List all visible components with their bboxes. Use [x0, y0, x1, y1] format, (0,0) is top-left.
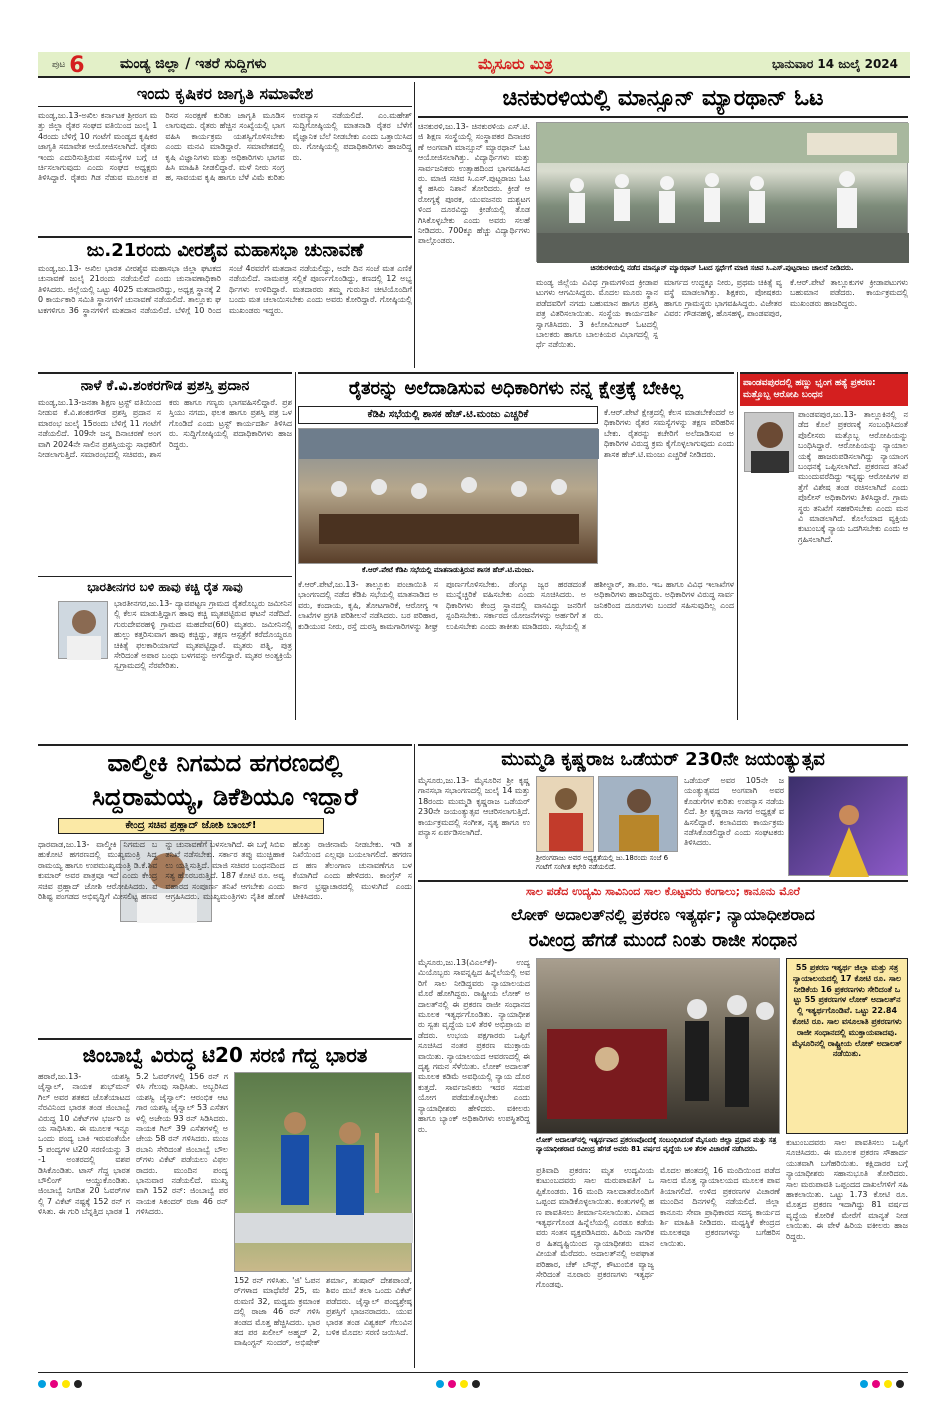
headline-valmiki-2: ಸಿದ್ದರಾಮಯ್ಯ, ಡಿಕೆಶಿಯೂ ಇದ್ದಾರೆ: [92, 783, 358, 811]
headline-wodeyar: ಮುಮ್ಮಡಿ ಕೃಷ್ಣರಾಜ ಒಡೆಯರ್ 230ನೇ ಜಯಂತ್ಯುತ್ಸವ: [501, 749, 825, 770]
body-lokadalat-col1: ಮೈಸೂರು,ಜು.13(ವಿಎಲ್‌ಕೆ)- ಉದ್ಯಮಿಯೊಬ್ಬರು ಸಾವನ್ನಪ್ಪಿದ ಹಿನ್ನೆಲೆಯಲ್ಲಿ ಅವರಿಗೆ ಸಾಲ ನೀಡಿದ್ದವರು ನ್ಯಾಯಾಲಯದ ಮೊರೆ ಹೋಗಿದ್ದರು. ರಾಷ್ಟ್ರೀಯ ಲೋಕ್ ಅದಾಲತ್‌ನಲ್ಲಿ ಈ ಪ್ರಕರಣ ರಾಜೀ ಸಂಧಾನದ ಮೂಲಕ ಇತ್ಯರ್ಥಗೊಂಡಿತು. ನ್ಯಾಯಾಧೀಶರು ಸ್ವತಃ ವೃದ್ಧೆಯ ಬಳಿ ತೆರಳಿ ಅಭಿಪ್ರಾಯ ಪಡೆದರು. ಉಭಯ ಪಕ್ಷಗಾರರು ಒಪ್ಪಿಗೆ ಸೂಚಿಸಿದ ನಂತರ ಪ್ರಕರಣ ಮುಕ್ತಾಯವಾಯಿತು. ನ್ಯಾಯಾಲಯದ ಆವರಣದಲ್ಲಿ ಈ ದೃಶ್ಯ ಗಮನ ಸೆಳೆಯಿತು. ಲೋಕ್ ಅದಾಲತ್ ಮೂಲಕ ಕಡಿಮೆ ಅವಧಿಯಲ್ಲಿ ನ್ಯಾಯ ದೊರಕುತ್ತದೆ. ಸಾರ್ವಜನಿಕರು ಇದರ ಸದುಪಯೋಗ ಪಡೆದುಕೊಳ್ಳಬೇಕು ಎಂದು ನ್ಯಾಯಾಧೀಶರು ಹೇಳಿದರು. ವಕೀಲರು ಹಾಗೂ ಬ್ಯಾಂಕ್ ಅಧಿಕಾರಿಗಳು ಉಪಸ್ಥಿತರಿದ್ದರು.: [418, 958, 530, 1134]
headline-snakebite: ಭಾರತೀನಗರ ಬಳಿ ಹಾವು ಕಚ್ಚಿ ರೈತ ಸಾವು: [87, 580, 243, 594]
body-raitharu-right: ಕೆ.ಆರ್.ಪೇಟೆ ಕ್ಷೇತ್ರದಲ್ಲಿ ಕೆಲಸ ಮಾಡಬೇಕೆಂದರೆ ಅಧಿಕಾರಿಗಳು ರೈತರ ಸಮಸ್ಯೆಗಳನ್ನು ತಕ್ಷಣ ಪರಿಹರಿಸಬೇಕು. ರೈತರನ್ನು ಕಚೇರಿಗೆ ಅಲೆದಾಡಿಸುವ ಅಧಿಕಾರಿಗಳ ವಿರುದ್ಧ ಕ್ರಮ ಕೈಗೊಳ್ಳಲಾಗುವುದು ಎಂದು ಶಾಸಕ ಹೆಚ್.ಟಿ.ಮಂಜು ಎಚ್ಚರಿಕೆ ನೀಡಿದರು.: [604, 408, 734, 459]
registration-marks-right: [860, 1380, 904, 1388]
article-krishi: [38, 82, 412, 232]
subhead-raitharu-text: ಕೆಡಿಪಿ ಸಭೆಯಲ್ಲಿ ಶಾಸಕ ಹೆಚ್.ಟಿ.ಮಂಜು ಎಚ್ಚರಿಕೆ: [367, 409, 529, 420]
caption-lokadalat: ಲೋಕ್ ಅದಾಲತ್‌ನಲ್ಲಿ ಇತ್ಯರ್ಥವಾದ ಪ್ರಕರಣವೊಂದಕ್ಕೆ ಸಂಬಂಧಿಸಿದಂತೆ ಮೈಸೂರು ಜಿಲ್ಲಾ ಪ್ರಧಾನ ಮತ್ತು ಸತ್ರ ನ್ಯಾಯಾಧೀಶರಾದ ರವೀಂದ್ರ ಹೆಗಡೆ ಅವರು 81 ವರ್ಷದ ವೃದ್ಧೆಯ ಬಳಿ ತೆರಳಿ ವಿಚಾರಣೆ ನಡೆಸಿದರು.: [536, 1136, 777, 1153]
article-valmiki: [38, 744, 412, 1034]
column-rule: [414, 82, 415, 368]
runners-illustration: [537, 123, 909, 263]
page-label: ಪುಟ: [52, 60, 66, 70]
headline-lokadalat-2: ರವೀಂದ್ರ ಹೆಗಡೆ ಮುಂದೆ ನಿಂತು ರಾಜೀ ಸಂಧಾನ: [528, 930, 798, 951]
body-lokadalat-col3: ಮೊದಲ ಹಂತದಲ್ಲಿ 16 ಮಂದಿಯಿಂದ ಪಡೆದ ಸಾಲದ ಮೊತ್ತ ನ್ಯಾಯಾಲಯದ ಮೂಲಕ ಪಾವತಿಯಾಗಲಿದೆ. ಉಳಿದ ಪ್ರಕರಣಗಳ ವಿಚಾರಣೆ ಮುಂದಿನ ದಿನಗಳಲ್ಲಿ ನಡೆಯಲಿದೆ. ಜಿಲ್ಲಾ ಕಾನೂನು ಸೇವಾ ಪ್ರಾಧಿಕಾರದ ಸದಸ್ಯ ಕಾರ್ಯದರ್ಶಿ ಮಾಹಿತಿ ನೀಡಿದರು. ಮಧ್ಯಸ್ಥಿಕೆ ಕೇಂದ್ರದ ಮೂಲಕವೂ ಪ್ರಕರಣಗಳನ್ನು ಬಗೆಹರಿಸಲಾಯಿತು.: [660, 1166, 780, 1248]
body-cricket-col2: 152 ರನ್ ಗಳಿಸಿತು. 'ಜಿ' ಓಪನರ್‌ಗಳಾದ ಮಾಧೆವೆರೆ 25, ಮರುಮಣಿ 32, ಮಧ್ಯಮ ಕ್ರಮಾಂಕದಲ್ಲಿ ರಾಜಾ 46 ರನ್ ಗಳಿಸಿ ತಂಡದ ಮೊತ್ತ ಹೆಚ್ಚಿಸಿದರು. ಭಾರತದ ಪರ ಖಲೀಲ್ ಅಹ್ಮದ್ 2, ವಾಷಿಂಗ್ಟನ್ ಸುಂದರ್, ಅಭಿಷೇಕ್ ಶರ್ಮಾ, ತುಷಾರ್ ದೇಶಪಾಂಡೆ, ಶಿವಂ ದುಬೆ ತಲಾ ಒಂದು ವಿಕೆಟ್ ಪಡೆದರು. ಜೈಸ್ವಾಲ್ ಪಂದ್ಯಶ್ರೇಷ್ಠ ಪ್ರಶಸ್ತಿಗೆ ಭಾಜನರಾದರು. ಯುವ ಭಾರತ ತಂಡ ವಿಶ್ವಕಪ್ ಗೆಲುವಿನ ಬಳಿಕ ಮೊದಲ ಸರಣಿ ಜಯಿಸಿದೆ.: [234, 1276, 412, 1348]
column-rule: [737, 372, 738, 720]
subhead-valmiki-text: ಕೇಂದ್ರ ಸಚಿವ ಪ್ರಹ್ಲಾದ್ ಜೋಶಿ ಬಾಂಬ್!: [125, 820, 257, 831]
page-number: 6: [69, 52, 85, 78]
headline-krishi: ಇಂದು ಕೃಷಿಕರ ಜಾಗೃತಿ ಸಮಾವೇಶ: [38, 82, 412, 107]
kicker-lokadalat: ಸಾಲ ಪಡೆದ ಉದ್ಯಮಿ ಸಾವಿನಿಂದ ಸಾಲ ಕೊಟ್ಟವರು ಕಂಗಾಲು; ಕಾನೂನು ಮೊರೆ: [526, 885, 800, 898]
body-veerashaiva: ಮಂಡ್ಯ,ಜು.13- ಅಖಿಲ ಭಾರತ ವೀರಶೈವ ಮಹಾಸಭಾ ಜಿಲ್ಲಾ ಘಟಕದ ಚುನಾವಣೆ ಜುಲೈ 21ರಂದು ನಡೆಯಲಿದೆ ಎಂದು ಚುನಾವಣಾಧಿಕಾರಿ ತಿಳಿಸಿದರು. ಜಿಲ್ಲೆಯಲ್ಲಿ ಒಟ್ಟು 4025 ಮತದಾರರಿದ್ದು, ಅಧ್ಯಕ್ಷ ಸ್ಥಾನಕ್ಕೆ 20 ಕಾರ್ಯಕಾರಿ ಸಮಿತಿ ಸ್ಥಾನಗಳಿಗೆ ಚುನಾವಣೆ ನಡೆಯಲಿದೆ. ತಾಲ್ಲೂಕು ಘಟಕಗಳಿಗೂ 36 ಸ್ಥಾನಗಳಿಗೆ ಮತದಾನ ನಡೆಯಲಿದೆ. ಬೆಳಿಗ್ಗೆ 10 ರಿಂದ ಸಂಜೆ 4ರವರೆಗೆ ಮತದಾನ ನಡೆಯಲಿದ್ದು, ಅದೇ ದಿನ ಸಂಜೆ ಮತ ಎಣಿಕೆ ನಡೆಯಲಿದೆ. ನಾಮಪತ್ರ ಸಲ್ಲಿಕೆ ಪೂರ್ಣಗೊಂಡಿದ್ದು, ಕಣದಲ್ಲಿ 12 ಅಭ್ಯರ್ಥಿಗಳು ಉಳಿದಿದ್ದಾರೆ. ಮತದಾರರು ತಮ್ಮ ಗುರುತಿನ ಚೀಟಿಯೊಂದಿಗೆ ಬಂದು ಮತ ಚಲಾಯಿಸಬೇಕು ಎಂದು ಅವರು ಕೋರಿದ್ದಾರೆ. ಗೋಷ್ಠಿಯಲ್ಲಿ ಮುಖಂಡರು ಇದ್ದರು.: [38, 264, 412, 315]
photo-accused: [744, 412, 794, 472]
photo-cricket: [234, 1072, 412, 1272]
photo-wodeyar-painting: [598, 776, 678, 852]
headline-veerashaiva: ಜು.21ರಂದು ವೀರಶೈವ ಮಹಾಸಭಾ ಚುನಾವಣೆ: [86, 240, 364, 261]
paper-logo: ಮೈಸೂರು ಮಿತ್ರ: [478, 55, 553, 73]
article-pandavapura: [740, 372, 908, 720]
infobox-lokadalat: [786, 958, 908, 1134]
photo-wodeyar-portrait: [536, 776, 594, 852]
headline-lokadalat-1: ಲೋಕ್ ಅದಾಲತ್‌ನಲ್ಲಿ ಪ್ರಕರಣ ಇತ್ಯರ್ಥ; ನ್ಯಾಯಾಧೀಶರಾದ: [511, 905, 815, 924]
article-wodeyar: [418, 744, 908, 876]
photo-farmer: [58, 601, 108, 659]
body-raitharu-lower: ಕೆ.ಆರ್.ಪೇಟೆ,ಜು.13- ತಾಲ್ಲೂಕು ಪಂಚಾಯಿತಿ ಸಭಾಂಗಣದಲ್ಲಿ ನಡೆದ ಕೆಡಿಪಿ ಸಭೆಯಲ್ಲಿ ಮಾತನಾಡಿದ ಅವರು, ಕಂದಾಯ, ಕೃಷಿ, ತೋಟಗಾರಿಕೆ, ಆರೋಗ್ಯ ಇಲಾಖೆಗಳ ಪ್ರಗತಿ ಪರಿಶೀಲನೆ ನಡೆಸಿದರು. ಬರ ಪರಿಹಾರ, ಕುಡಿಯುವ ನೀರು, ರಸ್ತೆ ದುರಸ್ತಿ ಕಾಮಗಾರಿಗಳನ್ನು ಶೀಘ್ರ ಪೂರ್ಣಗೊಳಿಸಬೇಕು. ಡೆಂಗ್ಯೂ ಜ್ವರ ಹರಡದಂತೆ ಮುನ್ನೆಚ್ಚರಿಕೆ ವಹಿಸಬೇಕು ಎಂದು ಸೂಚಿಸಿದರು. ಅಧಿಕಾರಿಗಳು ಕೇಂದ್ರ ಸ್ಥಾನದಲ್ಲಿ ವಾಸವಿದ್ದು ಜನರಿಗೆ ಸ್ಪಂದಿಸಬೇಕು. ಸರ್ಕಾರದ ಯೋಜನೆಗಳನ್ನು ಅರ್ಹರಿಗೆ ತಲುಪಿಸಬೇಕು ಎಂದು ತಾಕೀತು ಮಾಡಿದರು. ಸಭೆಯಲ್ಲಿ ತಹಶೀಲ್ದಾರ್, ತಾ.ಪಂ. ಇಒ ಹಾಗೂ ವಿವಿಧ ಇಲಾಖೆಗಳ ಅಧಿಕಾರಿಗಳು ಹಾಜರಿದ್ದರು. ಅಧಿಕಾರಿಗಳ ವಿರುದ್ಧ ಸಾರ್ವಜನಿಕರಿಂದ ದೂರುಗಳು ಬಂದರೆ ಸಹಿಸುವುದಿಲ್ಲ ಎಂದರು.: [298, 580, 734, 631]
body-lokadalat-col4: ಕುಟುಂಬದವರು ಸಾಲ ಪಾವತಿಸಲು ಒಪ್ಪಿಗೆ ಸೂಚಿಸಿದರು. ಈ ಮೂಲಕ ಪ್ರಕರಣ ಸೌಹಾರ್ದಯುತವಾಗಿ ಬಗೆಹರಿಯಿತು. ಕಕ್ಷಿದಾರರ ಬಗ್ಗೆ ನ್ಯಾಯಾಧೀಶರು ಸಹಾನುಭೂತಿ ತೋರಿದರು. ಸಾಲ ಮರುಪಾವತಿ ಒಪ್ಪಂದದ ದಾಖಲೆಗಳಿಗೆ ಸಹಿ ಹಾಕಲಾಯಿತು. ಒಟ್ಟು 1.73 ಕೋಟಿ ರೂ. ಮೊತ್ತದ ಪ್ರಕರಣ ಇದಾಗಿದ್ದು 81 ವರ್ಷದ ವೃದ್ಧೆಯ ಕೋರಿಕೆ ಮೇರೆಗೆ ಮಾನ್ಯತೆ ನೀಡಲಾಯಿತು. ಈ ವೇಳೆ ಹಿರಿಯ ವಕೀಲರು ಹಾಜರಿದ್ದರು.: [786, 1138, 908, 1241]
article-marathon: [418, 82, 908, 350]
body-pandavapura: ಪಾಂಡವಪುರ,ಜು.13- ತಾಲ್ಲೂಕಿನಲ್ಲಿ ನಡೆದ ಕೊಲೆ ಪ್ರಕರಣಕ್ಕೆ ಸಂಬಂಧಿಸಿದಂತೆ ಪೊಲೀಸರು ಮತ್ತೊಬ್ಬ ಆರೋಪಿಯನ್ನು ಬಂಧಿಸಿದ್ದಾರೆ. ಆರೋಪಿಯನ್ನು ನ್ಯಾಯಾಲಯಕ್ಕೆ ಹಾಜರುಪಡಿಸಲಾಗಿದ್ದು ನ್ಯಾಯಾಂಗ ಬಂಧನಕ್ಕೆ ಒಪ್ಪಿಸಲಾಗಿದೆ. ಪ್ರಕರಣದ ತನಿಖೆ ಮುಂದುವರೆದಿದ್ದು ಇನ್ನಷ್ಟು ಆರೋಪಿಗಳ ಪತ್ತೆಗೆ ವಿಶೇಷ ತಂಡ ರಚಿಸಲಾಗಿದೆ ಎಂದು ಪೊಲೀಸ್ ಅಧಿಕಾರಿಗಳು ತಿಳಿಸಿದ್ದಾರೆ. ಗ್ರಾಮಸ್ಥರು ತನಿಖೆಗೆ ಸಹಕರಿಸಬೇಕು ಎಂದು ಮನವಿ ಮಾಡಲಾಗಿದೆ. ಕೊಲೆಯಾದ ವ್ಯಕ್ತಿಯ ಕುಟುಂಬಕ್ಕೆ ನ್ಯಾಯ ಒದಗಿಸಬೇಕು ಎಂದು ಆಗ್ರಹಿಸಲಾಗಿದೆ.: [798, 410, 908, 544]
photo-dancer: [788, 776, 908, 876]
body-marathon-col1: ಚಿನಕುರಳಿ,ಜು.13- ಚಿನಕುರಳಿಯ ಎಸ್.ಟಿ.ಜಿ ಶಿಕ್ಷಣ ಸಂಸ್ಥೆಯಲ್ಲಿ ಸಂಸ್ಥಾಪಕರ ದಿನಾಚರಣೆ ಅಂಗವಾಗಿ ಮಾನ್ಸೂನ್ ಮ್ಯಾರಥಾನ್ ಓಟ ಆಯೋಜಿಸಲಾಗಿತ್ತು. ವಿದ್ಯಾರ್ಥಿಗಳು ಮತ್ತು ಸಾರ್ವಜನಿಕರು ಉತ್ಸಾಹದಿಂದ ಭಾಗವಹಿಸಿದರು. ಮಾಜಿ ಸಚಿವ ಸಿ.ಎಸ್.ಪುಟ್ಟರಾಜು ಓಟಕ್ಕೆ ಹಸಿರು ನಿಶಾನೆ ತೋರಿದರು. ಕ್ರೀಡೆ ಆರೋಗ್ಯಕ್ಕೆ ಪೂರಕ, ಯುವಜನರು ದುಶ್ಚಟಗಳಿಂದ ದೂರವಿದ್ದು ಕ್ರೀಡೆಯಲ್ಲಿ ತೊಡಗಿಸಿಕೊಳ್ಳಬೇಕು ಎಂದು ಅವರು ಸಲಹೆ ನೀಡಿದರು. 700ಕ್ಕೂ ಹೆಚ್ಚು ವಿದ್ಯಾರ್ಥಿಗಳು ಪಾಲ್ಗೊಂಡರು.: [418, 122, 530, 246]
article-shankaregowda: [38, 372, 292, 572]
body-wodeyar-left: ಮೈಸೂರು,ಜು.13- ಮೈಸೂರಿನ ಶ್ರೀ ಕೃಷ್ಣ ಗಾನಸಭಾ ಸಭಾಂಗಣದಲ್ಲಿ ಜುಲೈ 14 ಮತ್ತು 18ರಂದು ಮುಮ್ಮಡಿ ಕೃಷ್ಣರಾಜ ಒಡೆಯರ್ 230ನೇ ಜಯಂತ್ಯುತ್ಸವ ಆಚರಿಸಲಾಗುತ್ತಿದೆ. ಕಾರ್ಯಕ್ರಮದಲ್ಲಿ ಸಂಗೀತ, ನೃತ್ಯ ಹಾಗೂ ಉಪನ್ಯಾಸ ಏರ್ಪಡಿಸಲಾಗಿದೆ.: [418, 776, 530, 838]
article-snakebite: [38, 576, 292, 720]
section-title: ಮಂಡ್ಯ ಜಿಲ್ಲಾ / ಇತರೆ ಸುದ್ದಿಗಳು: [120, 56, 267, 72]
column-rule: [295, 372, 296, 720]
subhead-raitharu: [298, 406, 598, 424]
headline-marathon: ಚಿನಕುರಳಿಯಲ್ಲಿ ಮಾನ್ಸೂನ್ ಮ್ಯಾರಥಾನ್ ಓಟ: [418, 82, 908, 118]
registration-marks-left: [38, 1380, 82, 1388]
caption-wodeyar: ಶ್ರೀರಂಗರಾಜು ಅವರ ಅಧ್ಯಕ್ಷತೆಯಲ್ಲಿ ಜು.18ರಂದು ಸಂಜೆ 6 ಗಂಟೆಗೆ ಸಂಗೀತ ಕಛೇರಿ ನಡೆಯಲಿದೆ.: [536, 854, 669, 871]
headline-pandavapura: ಪಾಂಡವಪುರದಲ್ಲಿ ಹಣ್ಣು ಭೃಂಗ ಹತ್ಯೆ ಪ್ರಕರಣ: ಮತ್ತೊಬ್ಬ ಆರೋಪಿ ಬಂಧನ: [740, 374, 908, 406]
caption-raitharu: ಕೆ.ಆರ್.ಪೇಟೆ ಕೆಡಿಪಿ ಸಭೆಯಲ್ಲಿ ಮಾತನಾಡುತ್ತಿರುವ ಶಾಸಕ ಹೆಚ್.ಟಿ.ಮಂಜು.: [361, 566, 535, 574]
article-veerashaiva: [38, 236, 412, 368]
page-bottom-rule: [38, 1372, 908, 1373]
body-marathon-col2: ಮಂಡ್ಯ ಜಿಲ್ಲೆಯ ವಿವಿಧ ಗ್ರಾಮಗಳಿಂದ ಕ್ರೀಡಾಪಟುಗಳು ಆಗಮಿಸಿದ್ದರು. ಮೊದಲ ಮೂರು ಸ್ಥಾನ ಪಡೆದವರಿಗೆ ನಗದು ಬಹುಮಾನ ಹಾಗೂ ಪ್ರಶಸ್ತಿ ಪತ್ರ ವಿತರಿಸಲಾಯಿತು. ಸಂಸ್ಥೆಯ ಕಾರ್ಯದರ್ಶಿ ಸ್ವಾಗತಿಸಿದರು. 3 ಕಿಲೋಮೀಟರ್ ಓಟದಲ್ಲಿ ಬಾಲಕರು ಹಾಗೂ ಬಾಲಕಿಯರ ವಿಭಾಗದಲ್ಲಿ ಸ್ಪರ್ಧೆ ನಡೆಯಿತು.: [536, 278, 658, 350]
registration-marks-center: [436, 1380, 480, 1388]
body-valmiki: ಧಾರವಾಡ,ಜು.13- ವಾಲ್ಮೀಕಿ ನಿಗಮದ ಬಹುಕೋಟಿ ಹಗರಣದಲ್ಲಿ ಮುಖ್ಯಮಂತ್ರಿ ಸಿದ್ದರಾಮಯ್ಯ ಹಾಗೂ ಉಪಮುಖ್ಯಮಂತ್ರಿ ಡಿ.ಕೆ.ಶಿವಕುಮಾರ್ ಅವರ ಪಾತ್ರವೂ ಇದೆ ಎಂದು ಕೇಂದ್ರ ಸಚಿವ ಪ್ರಹ್ಲಾದ್ ಜೋಶಿ ಆರೋಪಿಸಿದರು. ಪರಿಶಿಷ್ಟ ಪಂಗಡದ ಅಭಿವೃದ್ಧಿಗೆ ಮೀಸಲಿಟ್ಟ ಹಣವನ್ನು ಚುನಾವಣೆಗೆ ಬಳಸಲಾಗಿದೆ. ಈ ಬಗ್ಗೆ ಸಿಬಿಐ ತನಿಖೆ ನಡೆಸಬೇಕು. ಸರ್ಕಾರ ತಪ್ಪು ಮುಚ್ಚಿಹಾಕಲು ಯತ್ನಿಸುತ್ತಿದೆ. ಮಾಜಿ ಸಚಿವರ ಬಂಧನದಿಂದ ಸತ್ಯ ಹೊರಬರುತ್ತಿದೆ. 187 ಕೋಟಿ ರೂ. ಅವ್ಯವಹಾರದ ಸಂಪೂರ್ಣ ತನಿಖೆ ಆಗಬೇಕು ಎಂದು ಆಗ್ರಹಿಸಿದರು. ಮುಖ್ಯಮಂತ್ರಿಗಳು ನೈತಿಕ ಹೊಣೆ ಹೊತ್ತು ರಾಜೀನಾಮೆ ನೀಡಬೇಕು. ಇಡಿ ತನಿಖೆಯಿಂದ ಎಲ್ಲವೂ ಬಯಲಾಗಲಿದೆ. ಹಗರಣದ ಹಣ ತೆಲಂಗಾಣ ಚುನಾವಣೆಗೂ ಬಳಕೆಯಾಗಿದೆ ಎಂದು ಹೇಳಿದರು. ಕಾಂಗ್ರೆಸ್ ಸರ್ಕಾರ ಭ್ರಷ್ಟಾಚಾರದಲ್ಲಿ ಮುಳುಗಿದೆ ಎಂದು ಟೀಕಿಸಿದರು.: [38, 840, 412, 902]
article-lokadalat: [418, 880, 908, 1368]
body-shankaregowda: ಮಂಡ್ಯ,ಜು.13-ಜನತಾ ಶಿಕ್ಷಣ ಟ್ರಸ್ಟ್ ವತಿಯಿಂದ ನೀಡುವ ಕೆ.ವಿ.ಶಂಕರಗೌಡ ಪ್ರಶಸ್ತಿ ಪ್ರದಾನ ಸಮಾರಂಭ ಜುಲೈ 15ರಂದು ಬೆಳಿಗ್ಗೆ 11 ಗಂಟೆಗೆ ನಡೆಯಲಿದೆ. 109ನೇ ಜನ್ಮ ದಿನಾಚರಣೆ ಅಂಗವಾಗಿ 2024ನೇ ಸಾಲಿನ ಪ್ರಶಸ್ತಿಯನ್ನು ಸಾಧಕರಿಗೆ ನೀಡಲಾಗುತ್ತಿದೆ. ಸಮಾರಂಭದಲ್ಲಿ ಸಚಿವರು, ಶಾಸಕರು ಹಾಗೂ ಗಣ್ಯರು ಭಾಗವಹಿಸಲಿದ್ದಾರೆ. ಪ್ರಶಸ್ತಿಯು ನಗದು, ಫಲಕ ಹಾಗೂ ಪ್ರಶಸ್ತಿ ಪತ್ರ ಒಳಗೊಂಡಿದೆ ಎಂದು ಟ್ರಸ್ಟ್ ಕಾರ್ಯದರ್ಶಿ ತಿಳಿಸಿದರು. ಸುದ್ದಿಗೋಷ್ಠಿಯಲ್ಲಿ ಪದಾಧಿಕಾರಿಗಳು ಹಾಜರಿದ್ದರು.: [38, 398, 292, 460]
infobox-lokadalat-text: 55 ಪ್ರಕರಣ ಇತ್ಯರ್ಥ ಜಿಲ್ಲಾ ಮತ್ತು ಸತ್ರ ನ್ಯಾಯಾಲಯದಲ್ಲಿ 17 ಕೋಟಿ ರೂ. ಸಾಲ ನೀಡಿಕೆಯ 16 ಪ್ರಕರಣಗಳು ಸೇರಿದಂತೆ ಒಟ್ಟು 55 ಪ್ರಕರಣಗಳ ಲೋಕ್ ಅದಾಲತ್‌ನಲ್ಲಿ ಇತ್ಯರ್ಥಗೊಂಡಿವೆ. ಒಟ್ಟು 22.84 ಕೋಟಿ ರೂ. ಸಾಲ ವಸೂಲಾತಿ ಪ್ರಕರಣಗಳು ರಾಜೀ ಸಂಧಾನದಲ್ಲಿ ಮುಕ್ತಾಯವಾದವು. ಮೈಸೂರಿನಲ್ಲಿ ರಾಷ್ಟ್ರೀಯ ಲೋಕ್ ಅದಾಲತ್ ನಡೆಯಿತು.: [792, 963, 902, 1059]
body-lokadalat-col2: ಪ್ರತಿವಾದಿ ಪ್ರಕರಣ: ಮೃತ ಉದ್ಯಮಿಯ ಕುಟುಂಬದವರು ಸಾಲ ಮರುಪಾವತಿಗೆ ಒಪ್ಪಿಕೊಂಡರು. 16 ಮಂದಿ ಸಾಲದಾತರೊಂದಿಗೆ ಒಪ್ಪಂದ ಮಾಡಿಕೊಳ್ಳಲಾಯಿತು. ಕಂತುಗಳಲ್ಲಿ ಹಣ ಪಾವತಿಸಲು ತೀರ್ಮಾನಿಸಲಾಯಿತು. ವಿವಾದ ಇತ್ಯರ್ಥಗೊಂಡ ಹಿನ್ನೆಲೆಯಲ್ಲಿ ಎರಡೂ ಕಡೆಯವರು ಸಂತಸ ವ್ಯಕ್ತಪಡಿಸಿದರು. ಹಿರಿಯ ನಾಗರಿಕರ ಹಿತದೃಷ್ಟಿಯಿಂದ ನ್ಯಾಯಾಧೀಶರು ಮಾನವೀಯತೆ ಮೆರೆದರು. ಅದಾಲತ್‌ನಲ್ಲಿ ಅಪಘಾತ ಪರಿಹಾರ, ಚೆಕ್ ಬೌನ್ಸ್, ಕೌಟುಂಬಿಕ ವ್ಯಾಜ್ಯ ಸೇರಿದಂತೆ ನೂರಾರು ಪ್ರಕರಣಗಳು ಇತ್ಯರ್ಥಗೊಂಡವು.: [536, 1166, 654, 1290]
masthead: [38, 52, 910, 78]
headline-shankaregowda: ನಾಳೆ ಕೆ.ವಿ.ಶಂಕರಗೌಡ ಪ್ರಶಸ್ತಿ ಪ್ರದಾನ: [80, 378, 250, 394]
headline-valmiki-1: ವಾಲ್ಮೀಕಿ ನಿಗಮದ ಹಗರಣದಲ್ಲಿ: [107, 749, 343, 777]
photo-marathon: [536, 122, 908, 262]
caption-marathon: ಚಿನಕುರಳಿಯಲ್ಲಿ ನಡೆದ ಮಾನ್ಸೂನ್ ಮ್ಯಾರಥಾನ್ ಓಟದ ಸ್ಪರ್ಧೆಗೆ ಮಾಜಿ ಸಚಿವ ಸಿ.ಎಸ್.ಪುಟ್ಟರಾಜು ಚಾಲನೆ ನೀಡಿದರು.: [590, 264, 854, 272]
issue-date: ಭಾನುವಾರ 14 ಜುಲೈ 2024: [772, 57, 898, 71]
headline-raitharu: ರೈತರನ್ನು ಅಲೆದಾಡಿಸುವ ಅಧಿಕಾರಿಗಳು ನನ್ನ ಕ್ಷೇತ್ರಕ್ಕೆ ಬೇಕಿಲ್ಲ: [348, 378, 684, 399]
photo-lokadalat: [536, 958, 780, 1134]
subhead-valmiki: [58, 818, 324, 834]
body-marathon-col3: ಮಾರ್ಗದ ಉದ್ದಕ್ಕೂ ನೀರು, ಪ್ರಥಮ ಚಿಕಿತ್ಸೆ ವ್ಯವಸ್ಥೆ ಮಾಡಲಾಗಿತ್ತು. ಶಿಕ್ಷಕರು, ಪೋಷಕರು ಹಾಗೂ ಗ್ರಾಮಸ್ಥರು ಭಾಗವಹಿಸಿದ್ದರು. ವಿಜೇತರ ವಿವರ: ಗೌಡನಹಳ್ಳಿ, ಹೊಸಹಳ್ಳಿ, ಪಾಂಡವಪುರ, ಕೆ.ಆರ್.ಪೇಟೆ ತಾಲ್ಲೂಕುಗಳ ಕ್ರೀಡಾಪಟುಗಳು ಬಹುಮಾನ ಪಡೆದರು. ಕಾರ್ಯಕ್ರಮದಲ್ಲಿ ಮುಖಂಡರು ಹಾಜರಿದ್ದರು.: [664, 278, 908, 319]
article-cricket: [38, 1038, 412, 1368]
column-rule: [414, 744, 415, 1368]
body-krishi: ಮಂಡ್ಯ,ಜು.13-ಅಖಿಲ ಕರ್ನಾಟಕ ಶ್ರೀರಂಗ ಮತ್ತು ಜಿಲ್ಲಾ ರೈತರ ಸಂಘದ ವತಿಯಿಂದ ಜುಲೈ 14ರಂದು ಬೆಳಿಗ್ಗೆ 10 ಗಂಟೆಗೆ ಮಂಡ್ಯದ ಕೃಷಿಕರ ಜಾಗೃತಿ ಸಮಾವೇಶ ಆಯೋಜಿಸಲಾಗಿದೆ. ರೈತರು ಇಂದು ಎದುರಿಸುತ್ತಿರುವ ಸಮಸ್ಯೆಗಳ ಬಗ್ಗೆ ಚರ್ಚಿಸಲಾಗುವುದು ಎಂದು ಸಂಘದ ಅಧ್ಯಕ್ಷರು ತಿಳಿಸಿದ್ದಾರೆ. ರೈತರು ಗಿಡ ನೆಡುವ ಮೂಲಕ ಪರಿಸರ ಸಂರಕ್ಷಣೆ ಕುರಿತು ಜಾಗೃತಿ ಮೂಡಿಸಲಾಗುವುದು. ರೈತರು ಹೆಚ್ಚಿನ ಸಂಖ್ಯೆಯಲ್ಲಿ ಭಾಗವಹಿಸಿ ಕಾರ್ಯಕ್ರಮ ಯಶಸ್ವಿಗೊಳಿಸಬೇಕು ಎಂದು ಮನವಿ ಮಾಡಿದ್ದಾರೆ. ಸಮಾವೇಶದಲ್ಲಿ ಕೃಷಿ ವಿಜ್ಞಾನಿಗಳು ಮತ್ತು ಅಧಿಕಾರಿಗಳು ಭಾಗವಹಿಸಿ ಮಾಹಿತಿ ನೀಡಲಿದ್ದಾರೆ. ಮಳೆ ನೀರು ಸಂಗ್ರಹ, ಸಾವಯವ ಕೃಷಿ ಹಾಗೂ ಬೆಳೆ ವಿಮೆ ಕುರಿತು ಉಪನ್ಯಾಸ ನಡೆಯಲಿದೆ. ಎಂ.ಮಹೇಶ್ ಸುದ್ದಿಗೋಷ್ಠಿಯಲ್ಲಿ ಮಾತನಾಡಿ ರೈತರ ಬೆಳೆಗೆ ವೈಜ್ಞಾನಿಕ ಬೆಲೆ ನೀಡಬೇಕು ಎಂದು ಒತ್ತಾಯಿಸಿದರು. ಗೋಷ್ಠಿಯಲ್ಲಿ ಪದಾಧಿಕಾರಿಗಳು ಹಾಜರಿದ್ದರು.: [38, 111, 412, 183]
body-snakebite: ಭಾರತೀನಗರ,ಜು.13- ದ್ಯಾವಪಟ್ಟಣ ಗ್ರಾಮದ ರೈತರೊಬ್ಬರು ಜಮೀನಿನಲ್ಲಿ ಕೆಲಸ ಮಾಡುತ್ತಿದ್ದಾಗ ಹಾವು ಕಚ್ಚಿ ಮೃತಪಟ್ಟಿರುವ ಘಟನೆ ನಡೆದಿದೆ. ಗುರುದೇವರಹಳ್ಳಿ ಗ್ರಾಮದ ಮಹದೇವ(60) ಮೃತರು. ಜಮೀನಿನಲ್ಲಿ ಹುಲ್ಲು ಕತ್ತರಿಸುವಾಗ ಹಾವು ಕಚ್ಚಿದ್ದು, ತಕ್ಷಣ ಆಸ್ಪತ್ರೆಗೆ ಕರೆದೊಯ್ದರೂ ಚಿಕಿತ್ಸೆ ಫಲಕಾರಿಯಾಗದೆ ಮೃತಪಟ್ಟಿದ್ದಾರೆ. ಮೃತರು ಪತ್ನಿ, ಪುತ್ರ ಸೇರಿದಂತೆ ಅಪಾರ ಬಂಧು ಬಳಗವನ್ನು ಅಗಲಿದ್ದಾರೆ. ಮೃತರ ಅಂತ್ಯಕ್ರಿಯೆ ಸ್ವಗ್ರಾಮದಲ್ಲಿ ನೆರವೇರಿತು.: [114, 599, 292, 671]
body-wodeyar-right: ಒಡೆಯರ್ ಅವರ 105ನೇ ಜಯಂತ್ಯುತ್ಸವದ ಅಂಗವಾಗಿ ಅವರ ಕೊಡುಗೆಗಳ ಕುರಿತು ಉಪನ್ಯಾಸ ನಡೆಯಲಿದೆ. ಶ್ರೀ ಕೃಷ್ಣರಾಜ ಸಾಗರ ಅಧ್ಯಕ್ಷತೆ ವಹಿಸಲಿದ್ದಾರೆ. ಕಲಾವಿದರು ಕಾರ್ಯಕ್ರಮ ನಡೆಸಿಕೊಡಲಿದ್ದಾರೆ ಎಂದು ಸಂಘಟಕರು ತಿಳಿಸಿದರು.: [684, 776, 784, 848]
photo-kdp-meeting: [298, 428, 598, 564]
headline-cricket: ಜಿಂಬಾಬ್ವೆ ವಿರುದ್ಧ ಟಿ20 ಸರಣಿ ಗೆದ್ದ ಭಾರತ: [82, 1043, 368, 1067]
article-raitharu: [298, 372, 734, 720]
body-cricket-col1: ಹರಾರೆ,ಜು.13- ಯಶಸ್ವಿ ಜೈಸ್ವಾಲ್, ನಾಯಕ ಶುಭ್‌ಮನ್ ಗಿಲ್ ಅವರ ಶತಕದ ಜೊತೆಯಾಟದ ನೆರವಿನಿಂದ ಭಾರತ ತಂಡ ಜಿಂಬಾಬ್ವೆ ವಿರುದ್ಧ 10 ವಿಕೆಟ್‌ಗಳ ಭರ್ಜರಿ ಜಯ ಸಾಧಿಸಿತು. ಈ ಮೂಲಕ ಇನ್ನೂ ಒಂದು ಪಂದ್ಯ ಬಾಕಿ ಇರುವಂತೆಯೇ 5 ಪಂದ್ಯಗಳ ಟಿ20 ಸರಣಿಯನ್ನು 3-1 ಅಂತರದಲ್ಲಿ ವಶಪಡಿಸಿಕೊಂಡಿತು. ಟಾಸ್ ಗೆದ್ದ ಭಾರತ ಬೌಲಿಂಗ್ ಆಯ್ದುಕೊಂಡಿತು. ಜಿಂಬಾಬ್ವೆ ನಿಗದಿತ 20 ಓವರ್‌ಗಳಲ್ಲಿ 7 ವಿಕೆಟ್ ನಷ್ಟಕ್ಕೆ 152 ರನ್ ಗಳಿಸಿತು. ಈ ಗುರಿ ಬೆನ್ನತ್ತಿದ ಭಾರತ 15.2 ಓವರ್‌ಗಳಲ್ಲಿ 156 ರನ್ ಗಳಿಸಿ ಗೆಲುವು ಸಾಧಿಸಿತು. ಅಬ್ಬರಿಸಿದ ಯಶಸ್ವಿ ಜೈಸ್ವಾಲ್: ಆರಂಭಿಕ ಆಟಗಾರ ಯಶಸ್ವಿ ಜೈಸ್ವಾಲ್ 53 ಎಸೆತಗಳಲ್ಲಿ ಅಜೇಯ 93 ರನ್ ಸಿಡಿಸಿದರು. ನಾಯಕ ಗಿಲ್ 39 ಎಸೆತಗಳಲ್ಲಿ ಅಜೇಯ 58 ರನ್ ಗಳಿಸಿದರು. ಮುಜರಬಾನಿ ಸೇರಿದಂತೆ ಜಿಂಬಾಬ್ವೆ ಬೌಲರ್‌ಗಳು ವಿಕೆಟ್ ಪಡೆಯಲು ವಿಫಲರಾದರು. ಮುಂದಿನ ಪಂದ್ಯ ಭಾನುವಾರ ನಡೆಯಲಿದೆ. ಮುಖ್ಯವಾಗಿ 152 ರನ್: ಜಿಂಬಾಬ್ವೆ ಪರ ನಾಯಕ ಸಿಕಂದರ್ ರಜಾ 46 ರನ್ ಗಳಿಸಿದರು.: [38, 1072, 228, 1217]
